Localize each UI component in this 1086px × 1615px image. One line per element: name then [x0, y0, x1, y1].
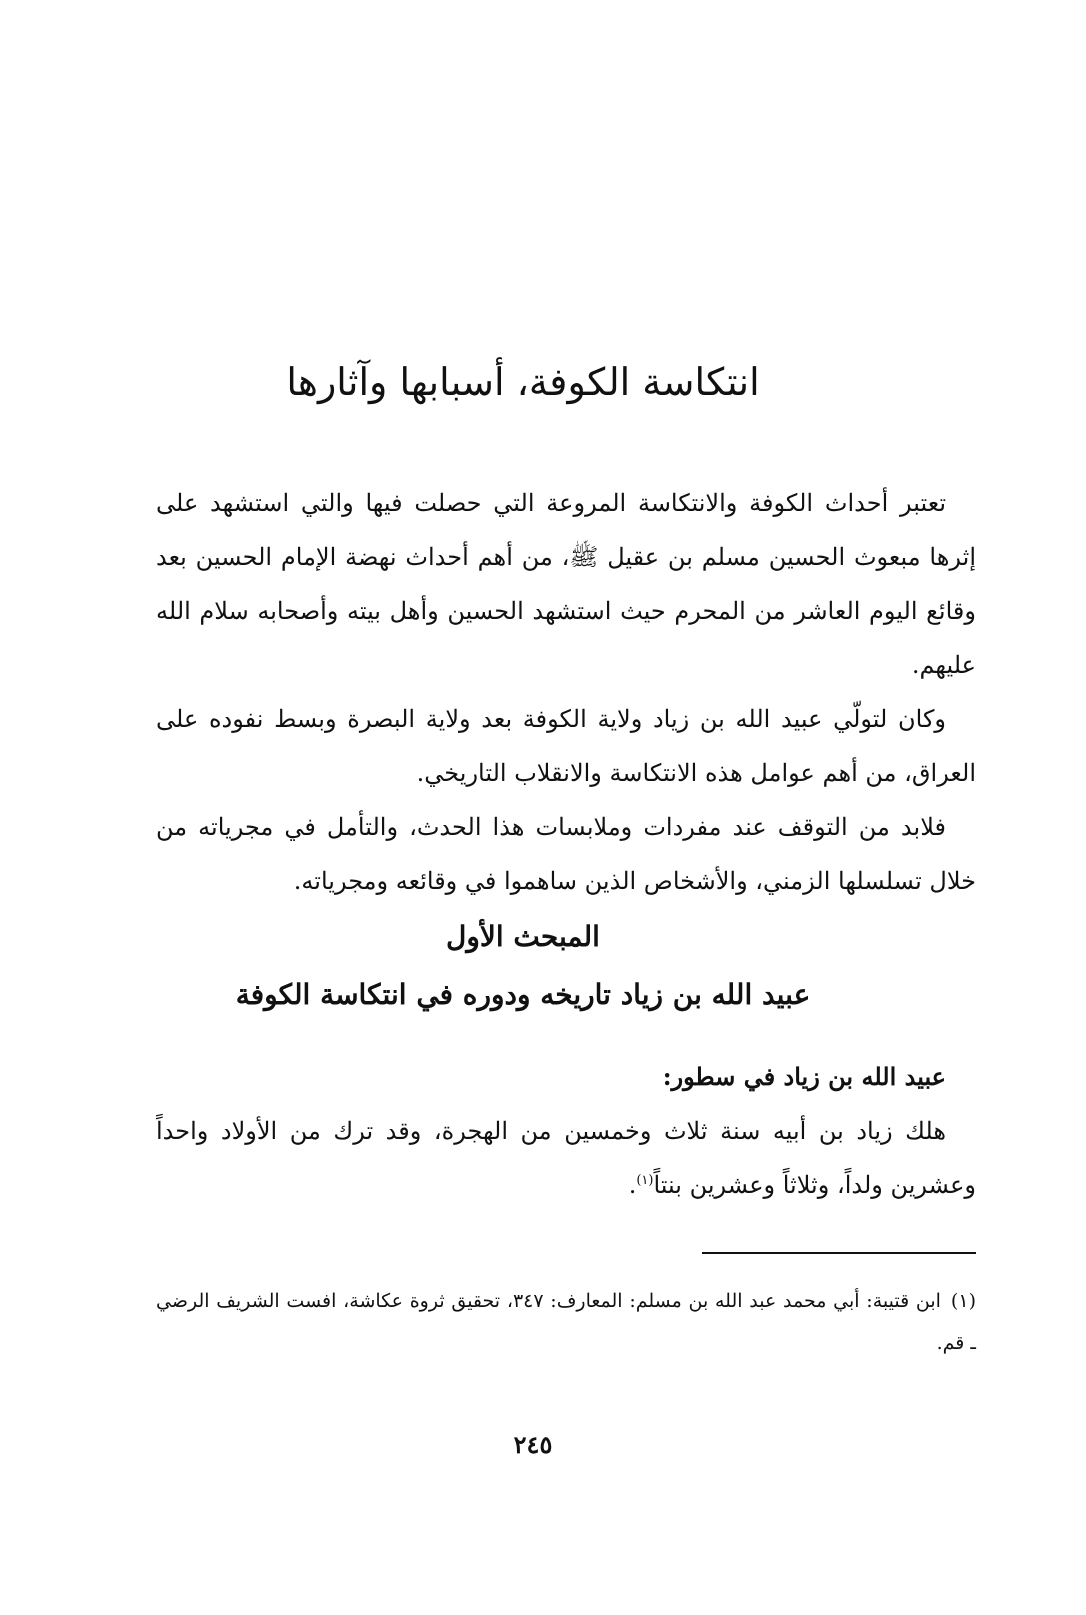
subsection-paragraph	[156, 1104, 976, 1212]
page-number: ٢٤٥	[513, 1430, 553, 1459]
subsection-text: هلك زياد بن أبيه سنة ثلاث وخمسين من الهجرة، وقد ترك من الأولاد واحداً وعشرين ولداً، وثلاثاً وعشرين بنتاً	[156, 1117, 976, 1199]
paragraph-3: فلابد من التوقف عند مفردات وملابسات هذا الحدث، والتأمل في مجرياته من خلال تسلسلها الزمني، والأشخاص الذين ساهموا في وقائعه ومجرياته.	[156, 813, 976, 895]
body-text	[156, 476, 976, 908]
subsection	[156, 1050, 976, 1212]
subsection-title: عبيد الله بن زياد في سطور:	[662, 1062, 946, 1091]
footnote	[156, 1280, 976, 1364]
paragraph-2: وكان لتولّي عبيد الله بن زياد ولاية الكوفة بعد ولاية البصرة وبسط نفوده على العراق، من أهم عوامل هذه الانتكاسة والانقلاب التاريخي.	[156, 705, 976, 787]
paragraph-1: تعتبر أحداث الكوفة والانتكاسة المروعة التي حصلت فيها والتي استشهد على إثرها مبعوث الحسين مسلم بن عقيل ﷺ، من أهم أحداث نهضة الإمام الحسين بعد وقائع اليوم العاشر من المحرم حيث استشهد الحسين وأهل بيته وأصحابه سلام الله عليهم.	[156, 489, 976, 679]
footnote-reference[interactable]: (١)	[636, 1173, 654, 1188]
section-heading: المبحث الأول	[446, 920, 600, 953]
footnote-text: ابن قتيبة: أبي محمد عبد الله بن مسلم: المعارف: ٣٤٧، تحقيق ثروة عكاشة، افست الشريف الرضي ـ قم.	[156, 1290, 976, 1354]
footnote-number: (١)	[950, 1290, 976, 1312]
footnote-divider	[702, 1252, 976, 1254]
chapter-title: انتكاسة الكوفة، أسبابها وآثارها	[286, 360, 760, 404]
subsection-end-punct: .	[628, 1171, 637, 1199]
section-subheading: عبيد الله بن زياد تاريخه ودوره في انتكاسة الكوفة	[235, 978, 811, 1011]
